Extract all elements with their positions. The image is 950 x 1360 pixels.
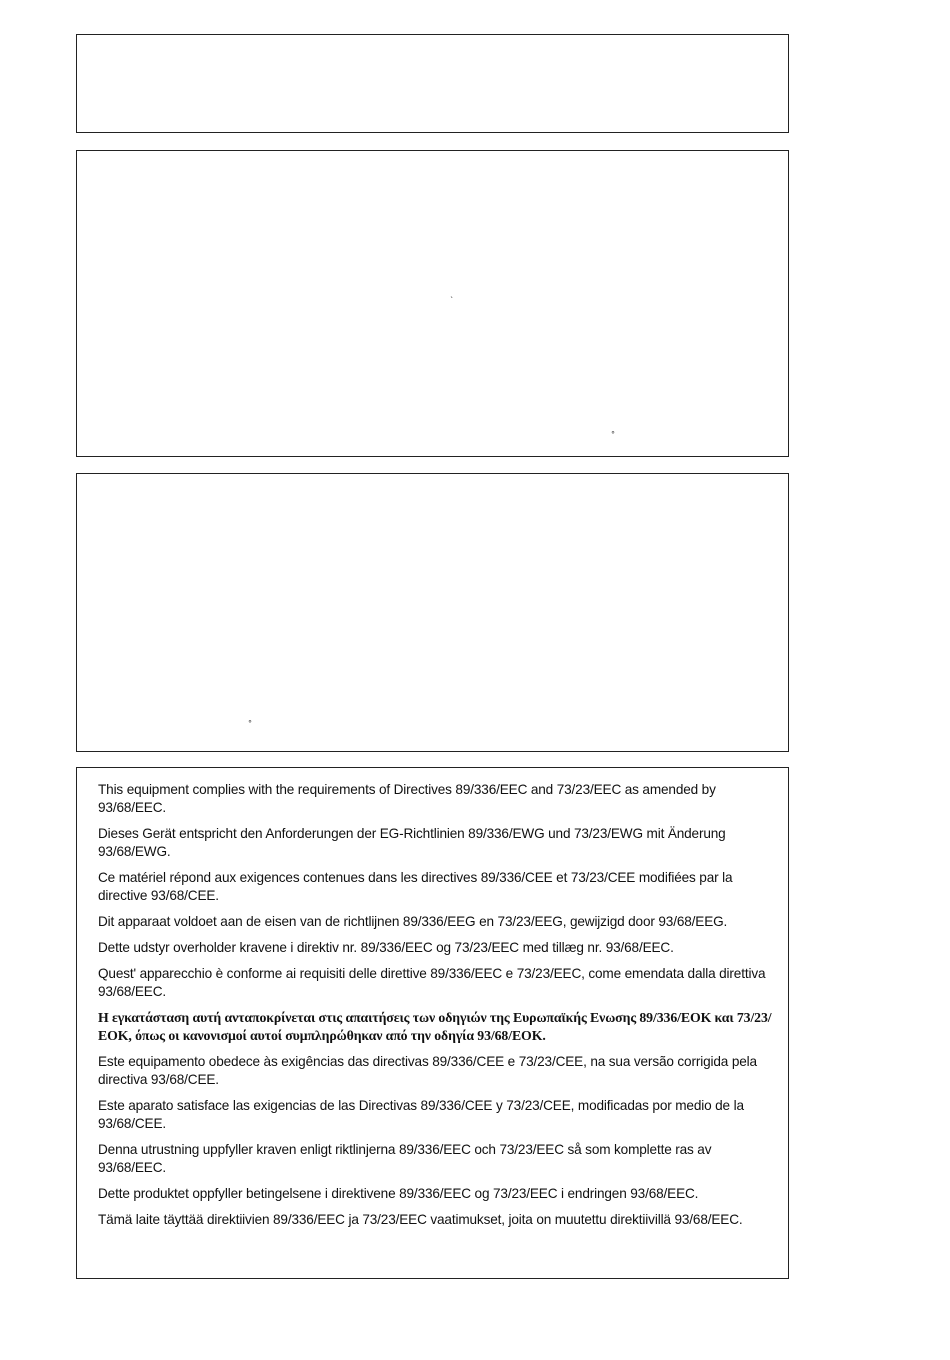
statement-italian: Quest' apparecchio è conforme ai requisiti delle direttive 89/336/EEC e 73/23/EEC, come emendata dalla direttiva 93/68/EEC. bbox=[98, 966, 766, 999]
empty-frame-top bbox=[76, 34, 789, 133]
statement-greek: Η εγκατάσταση αυτή ανταποκρίνεται στις απαιτήσεις των οδηγιών της Ευρωπαϊκής Ενωσης 89/336/ΕΟΚ και 73/23/ΕΟΚ, όπως οι κανονισμοί αυτοί συμπληρώθηκαν από την οδηγία 93/68/ΕΟΚ. bbox=[98, 1010, 772, 1043]
statement-spanish: Este aparato satisface las exigencias de las Directivas 89/336/CEE y 73/23/CEE, modificadas por medio de la 93/68/CEE. bbox=[98, 1098, 744, 1131]
statement-english: This equipment complies with the requirements of Directives 89/336/EEC and 73/23/EEC as amended by 93/68/EEC. bbox=[98, 782, 716, 815]
statement-danish: Dette udstyr overholder kravene i direktiv nr. 89/336/EEC og 73/23/EEC med tillæg nr. 93/68/EEC. bbox=[98, 940, 674, 955]
statement-portuguese: Este equipamento obedece às exigências das directivas 89/336/CEE e 73/23/CEE, na sua versão corrigida pela directiva 93/68/CEE. bbox=[98, 1054, 757, 1087]
ce-conformity-box bbox=[76, 767, 789, 1279]
empty-frame-third bbox=[76, 473, 789, 752]
statement-french: Ce matériel répond aux exigences contenues dans les directives 89/336/CEE et 73/23/CEE modifiées par la directive 93/68/CEE. bbox=[98, 870, 733, 903]
statement-swedish: Denna utrustning uppfyller kraven enligt riktlinjerna 89/336/EEC och 73/23/EEC så som komplette ras av 93/68/EEC. bbox=[98, 1142, 712, 1175]
empty-frame-second bbox=[76, 150, 789, 457]
statement-finnish: Tämä laite täyttää direktiivien 89/336/EEC ja 73/23/EEC vaatimukset, joita on muutettu direktiivillä 93/68/EEC. bbox=[98, 1212, 743, 1227]
conformity-statements bbox=[98, 781, 773, 1237]
scan-mark-grave: ` bbox=[450, 296, 454, 305]
statement-norwegian: Dette produktet oppfyller betingelsene i direktivene 89/336/EEC og 73/23/EEC i endringen 93/68/EEC. bbox=[98, 1186, 699, 1201]
scan-mark-degree: ° bbox=[248, 719, 252, 728]
statement-german: Dieses Gerät entspricht den Anforderungen der EG-Richtlinien 89/336/EWG und 73/23/EWG mit Änderung 93/68/EWG. bbox=[98, 826, 726, 859]
statement-dutch: Dit apparaat voldoet aan de eisen van de richtlijnen 89/336/EEG en 73/23/EEG, gewijzigd door 93/68/EEG. bbox=[98, 914, 728, 929]
scan-mark-degree: ° bbox=[611, 430, 615, 439]
